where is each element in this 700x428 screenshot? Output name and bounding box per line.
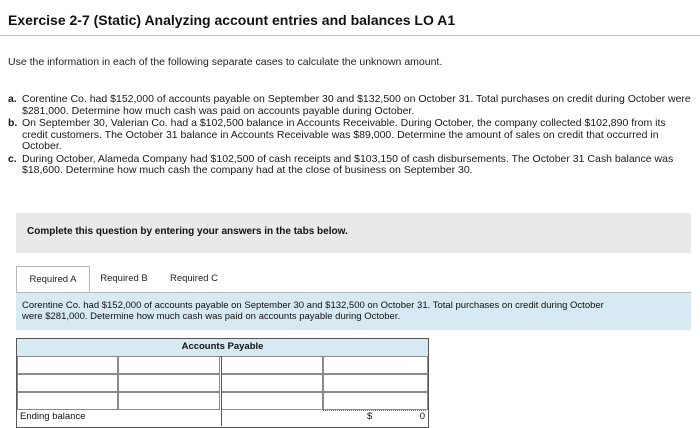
tab-required-c[interactable]: Required C (162, 266, 226, 291)
debit-description-input-1[interactable] (17, 356, 118, 374)
t-account-header (17, 339, 428, 357)
instructions-text: Use the information in each of the following separate cases to calculate the unknown amount. (8, 56, 443, 68)
tab-required-a[interactable]: Required A (16, 266, 90, 293)
debit-amount-input-1[interactable] (118, 356, 220, 374)
credit-description-input-3[interactable] (221, 392, 323, 410)
ending-balance-value: 0 (419, 411, 425, 422)
debit-description-input-3[interactable] (17, 392, 118, 410)
title-divider (0, 35, 700, 36)
case-b (8, 118, 692, 153)
credit-amount-input-1[interactable] (323, 356, 428, 374)
credit-description-input-1[interactable] (221, 356, 323, 374)
case-a (8, 94, 692, 117)
t-account-center-line (221, 356, 222, 426)
case-text: On September 30, Valerian Co. had a $102,500 balance in Accounts Receivable. During October, the company collected $102,890 from its credit customers. The October 31 balance in Accounts Receivable was $89,000. Determine the amount of sales on credit that occurred in October. (22, 117, 666, 152)
debit-amount-input-3[interactable] (118, 392, 220, 410)
banner-text: Complete this question by entering your answers in the tabs below. (27, 226, 348, 237)
case-c (8, 154, 692, 177)
case-list (8, 94, 692, 177)
case-letter: b. (8, 117, 18, 129)
tab-required-b[interactable]: Required B (92, 266, 156, 291)
case-text: Corentine Co. had $152,000 of accounts payable on September 30 and $132,500 on October 31. Total purchases on credit during October were $281,000. Determine how much cash was paid on accounts payable during October. (22, 93, 691, 117)
exercise-title: Exercise 2-7 (Static) Analyzing account entries and balances LO A1 (8, 12, 456, 28)
t-account-title: Accounts Payable (181, 341, 264, 352)
ending-balance-label: Ending balance (20, 411, 86, 422)
currency-symbol: $ (367, 411, 373, 422)
case-letter: a. (8, 93, 17, 105)
credit-amount-input-3[interactable] (323, 392, 428, 410)
question-text: Corentine Co. had $152,000 of accounts payable on September 30 and $132,500 on October 31. Total purchases on credit during October were $281,000. Determine how much cash was paid on accounts payable during October. (22, 300, 604, 322)
credit-amount-input-2[interactable] (323, 374, 428, 392)
t-account-accounts-payable (16, 338, 429, 428)
debit-description-input-2[interactable] (17, 374, 118, 392)
instruction-banner (16, 213, 691, 253)
credit-description-input-2[interactable] (221, 374, 323, 392)
case-letter: c. (8, 152, 17, 165)
case-text: During October, Alameda Company had $102,500 of cash receipts and $103,150 of cash disbursements. The October 31 Cash balance was $18,600. Determine how much cash the company had at the close of business on September 30. (22, 152, 674, 176)
question-panel (16, 293, 691, 330)
debit-amount-input-2[interactable] (118, 374, 220, 392)
total-dotted-line (323, 410, 426, 412)
